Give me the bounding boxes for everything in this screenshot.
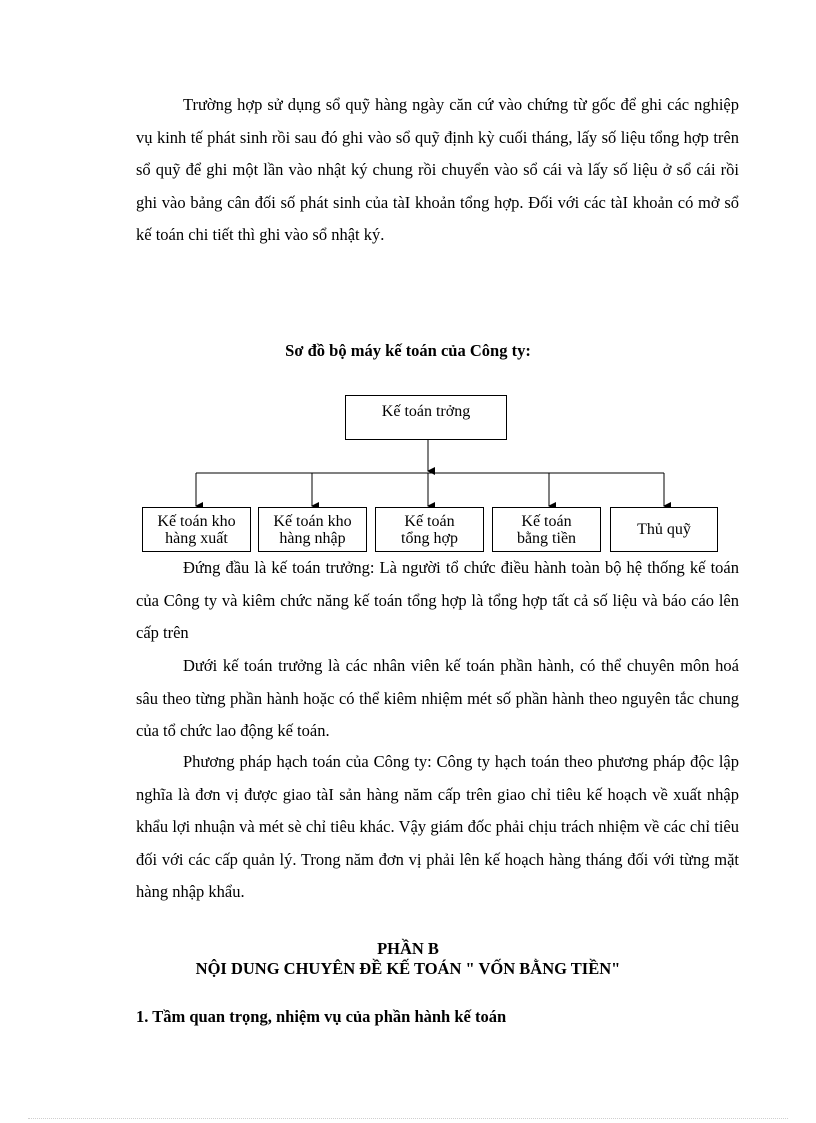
box-line: Kế toán kho bbox=[273, 512, 352, 530]
paragraph-chief-role: Đứng đầu là kế toán trưởng: Là người tổ chức điều hành toàn bộ hệ thống kế toán của Công ty và kiêm chức năng kế toán tổng hợp là tổng hợp tất cả số liệu và báo cáo lên cấp trên bbox=[136, 558, 739, 643]
box-line: bằng tiền bbox=[516, 529, 577, 547]
box-line: hàng xuất bbox=[165, 529, 228, 547]
page-bottom-dotted-rule bbox=[28, 1118, 788, 1119]
part-title: PHẦN B bbox=[377, 939, 439, 958]
paragraph-accounting-method: Phương pháp hạch toán của Công ty: Công ty hạch toán theo phương pháp độc lập nghĩa là đơn vị được giao tàI sản hàng năm cấp trên giao chỉ tiêu kế hoạch về xuất nhập khẩu lợi nhuận và mét sè chỉ tiêu khác. Vậy giám đốc phải chịu trách nhiệm về các chỉ tiêu đối với các cấp quản lý. Trong năm đơn vị phải lên kế hoạch hàng tháng đối với từng mặt hàng nhập khẩu. bbox=[136, 752, 739, 902]
box-line: Thủ quỹ bbox=[637, 521, 691, 538]
export-warehouse-accountant-box bbox=[142, 507, 251, 552]
treasurer-box bbox=[610, 507, 718, 552]
chief-accountant-box bbox=[345, 395, 507, 440]
box-line: Kế toán kho bbox=[157, 512, 236, 530]
box-line: Kế toán bbox=[404, 512, 455, 530]
paragraph-staff-role: Dưới kế toán trưởng là các nhân viên kế toán phần hành, có thể chuyên môn hoá sâu theo từng phần hành hoặc có thể kiêm nhiệm mét số phần hành theo nguyên tắc chung của tổ chức lao động kế toán. bbox=[136, 656, 739, 741]
import-warehouse-accountant-box bbox=[258, 507, 367, 552]
box-line: tổng hợp bbox=[401, 529, 458, 547]
box-line: Kế toán bbox=[521, 512, 572, 530]
chief-accountant-label: Kế toán trởng bbox=[381, 403, 471, 420]
cash-accountant-box bbox=[492, 507, 601, 552]
section-heading: 1. Tầm quan trọng, nhiệm vụ của phần hành kế toán bbox=[136, 1007, 507, 1026]
general-accountant-box bbox=[375, 507, 484, 552]
paragraph-ledger-procedure: Trường hợp sử dụng sổ quỹ hàng ngày căn cứ vào chứng từ gốc để ghi các nghiệp vụ kinh tế phát sinh rồi sau đó ghi vào sổ quỹ định kỳ cuối tháng, lấy số liệu tổng hợp trên sổ quỹ để ghi một lần vào nhật ký chung rồi chuyển vào sổ cái và lấy số liệu ở sổ cái rồi ghi vào bảng cân đối số phát sinh của tàI khoản tổng hợp. Đối với các tàI khoản có mở sổ kế toán chi tiết thì ghi vào sổ nhật ký. bbox=[136, 95, 739, 245]
part-subtitle: NỘI DUNG CHUYÊN ĐỀ KẾ TOÁN " VỐN BẰNG TIỀN" bbox=[195, 959, 621, 978]
diagram-title: Sơ đồ bộ máy kế toán của Công ty: bbox=[285, 341, 531, 360]
box-line: hàng nhập bbox=[279, 529, 346, 547]
